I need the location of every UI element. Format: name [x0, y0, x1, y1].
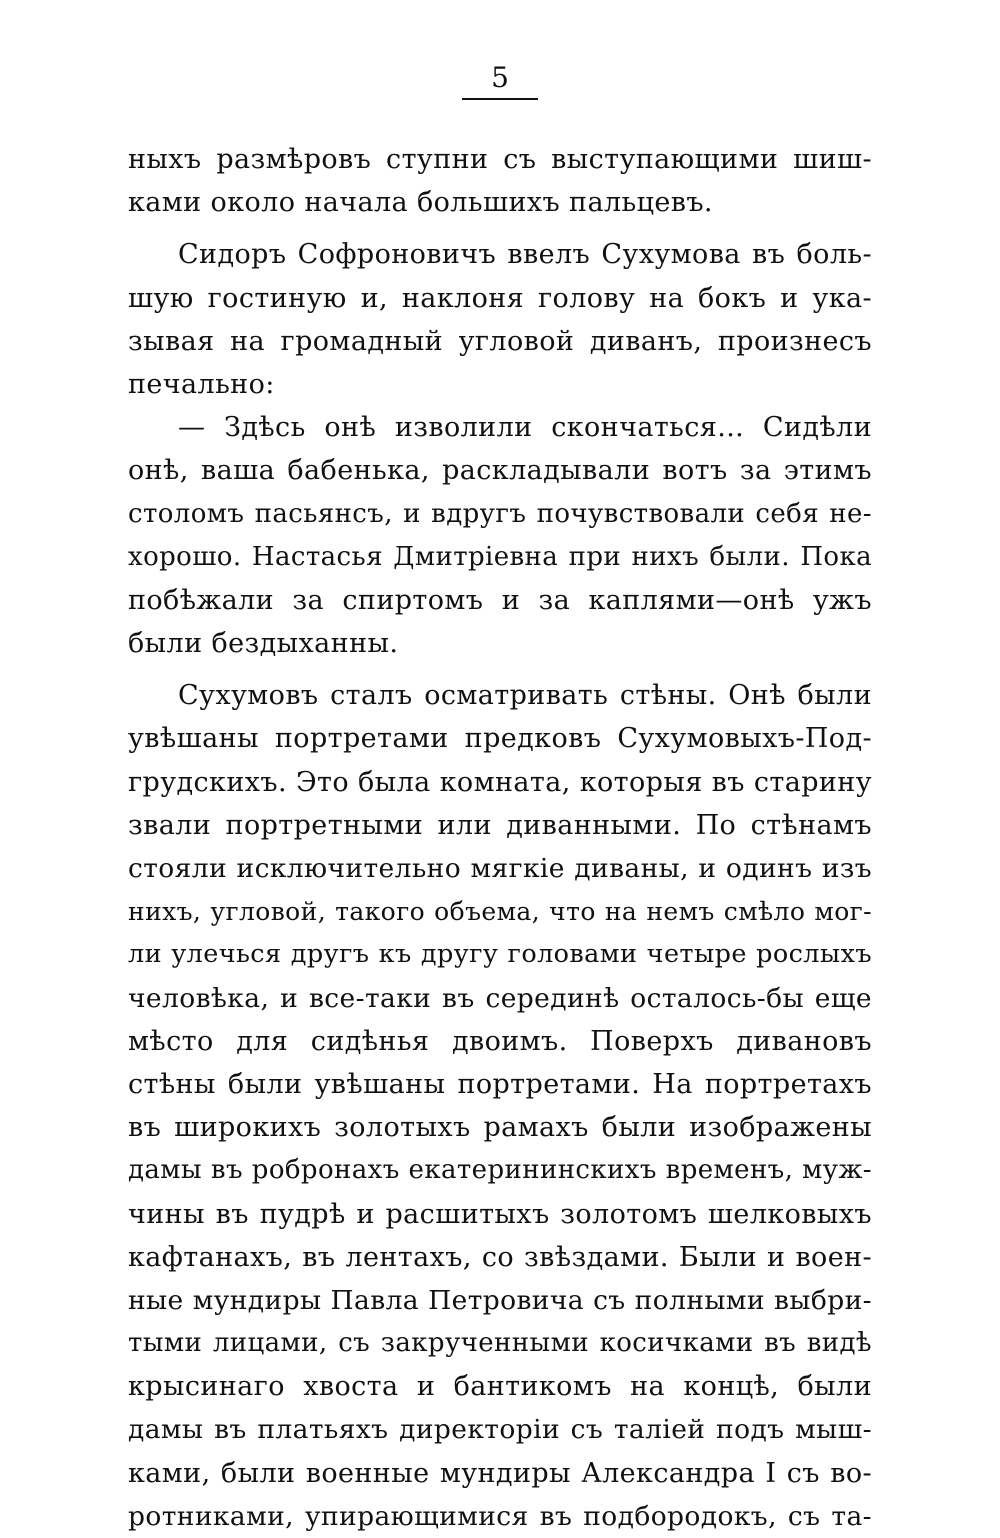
text-line: ли улечься другъ къ другу головами четыре рослыхъ: [128, 939, 872, 970]
text-line: стояли исключительно мягкіе диваны, и одинъ изъ: [128, 853, 872, 884]
text-line: шую гостиную и, наклоня голову на бокъ и ука-: [128, 282, 872, 314]
paragraph-3: [128, 406, 872, 665]
text-line: чины въ пудрѣ и расшитыхъ золотомъ шелковыхъ: [128, 1198, 872, 1230]
page-number: 5: [491, 61, 509, 94]
paragraph-4: [128, 674, 872, 1538]
paragraph-2: [128, 233, 872, 406]
text-line: въ широкихъ золотыхъ рамахъ были изображены: [128, 1112, 872, 1144]
text-line: стѣны были увѣшаны портретами. На портретахъ: [128, 1068, 872, 1100]
page-number-rule: [462, 98, 538, 100]
text-line: нихъ, угловой, такого объема, что на немъ смѣло мог-: [128, 897, 872, 927]
text-line: ками, были военные мундиры Александра I съ во-: [128, 1457, 872, 1489]
text-line: Сидоръ Софроновичъ ввелъ Сухумова въ боль-: [178, 239, 872, 271]
text-line: увѣшаны портретами предковъ Сухумовыхъ-Под-: [128, 723, 872, 755]
text-line: грудскихъ. Это была комната, которыя въ старину: [128, 766, 872, 798]
text-line: кафтанахъ, въ лентахъ, со звѣздами. Были и воен-: [128, 1241, 872, 1273]
text-line: мѣсто для сидѣнья двоимъ. Поверхъ дивановъ: [128, 1025, 872, 1057]
text-line: — Здѣсь онѣ изволили скончаться... Сидѣли: [178, 412, 872, 444]
text-line: хорошо. Настасья Дмитріевна при нихъ были. Пока: [128, 541, 872, 572]
text-line: звали портретными или диванными. По стѣнамъ: [128, 809, 872, 841]
text-line: дамы въ платьяхъ директоріи съ таліей подъ мыш-: [128, 1414, 872, 1446]
text-line: ные мундиры Павла Петровича съ полными выбри-: [128, 1284, 872, 1316]
text-line: человѣка, и все-таки въ серединѣ осталось-бы еще: [128, 982, 872, 1014]
text-line: крысинаго хвоста и бантикомъ на концѣ, были: [128, 1371, 872, 1403]
text-line: ками около начала большихъ пальцевъ.: [128, 187, 713, 219]
text-line: ныхъ размѣровъ ступни съ выступающими шиш-: [128, 144, 872, 175]
text-line: столомъ пасьянсъ, и вдругъ почувствовали себя не-: [128, 498, 872, 529]
text-line: побѣжали за спиртомъ и за каплями—онѣ ужъ: [128, 584, 872, 616]
text-line: дамы въ робронахъ екатерининскихъ временъ, муж-: [128, 1155, 872, 1186]
text-line: были бездыханны.: [128, 628, 399, 660]
text-line: печально:: [128, 368, 275, 400]
text-line: Сухумовъ сталъ осматривать стѣны. Онѣ были: [178, 680, 872, 712]
text-line: онѣ, ваша бабенька, раскладывали вотъ за этимъ: [128, 455, 872, 487]
body-text: [128, 138, 872, 1538]
text-line: зывая на громадный угловой диванъ, произнесъ: [128, 325, 872, 357]
text-line: тыми лицами, съ закрученными косичками въ видѣ: [128, 1328, 872, 1359]
paragraph-1: [128, 138, 872, 224]
text-line: ротниками, упирающимися въ подбородокъ, съ та-: [128, 1500, 872, 1532]
